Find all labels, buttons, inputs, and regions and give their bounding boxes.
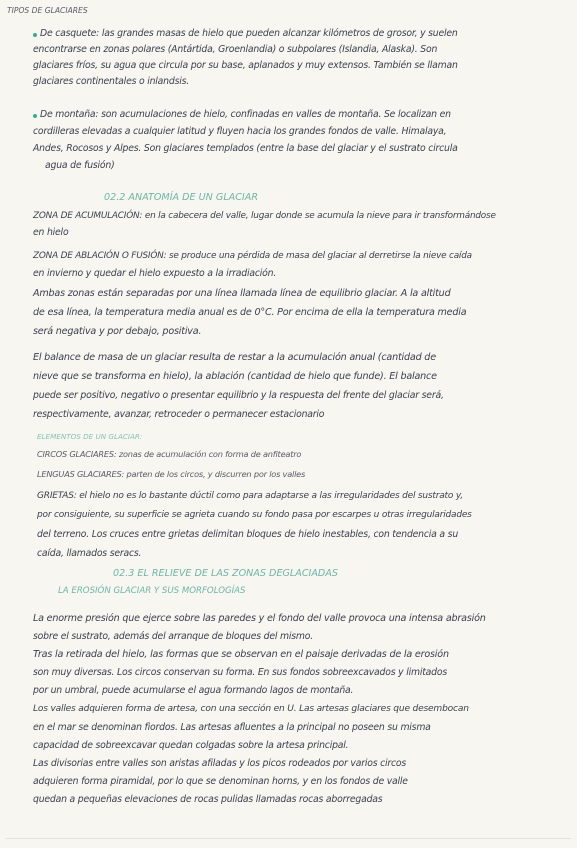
text-line: ZONA DE ABLACIÓN O FUSIÓN: se produce una pérdida de masa del glaciar al derretirse la nieve caída — [33, 251, 472, 261]
section-heading-anatomy: 02.2 ANATOMÍA DE UN GLACIAR — [104, 192, 258, 203]
text-line: en hielo — [33, 227, 69, 238]
text-line: por un umbral, puede acumularse el agua formando lagos de montaña. — [33, 685, 354, 696]
text-line: será negativa y por debajo, positiva. — [33, 326, 202, 337]
text-line: respectivamente, avanzar, retroceder o permanecer estacionario — [33, 409, 325, 420]
bullet-dot — [33, 114, 37, 118]
lenguas-line: LENGUAS GLACIARES: parten de los circos, y discurren por los valles — [37, 469, 306, 479]
text-line: Los valles adquieren forma de artesa, con una sección en U. Las artesas glaciares que desembocan — [33, 704, 469, 714]
text-line: Tras la retirada del hielo, las formas que se observan en el paisaje derivadas de la erosión — [33, 649, 449, 660]
bullet-dot — [33, 33, 37, 37]
text-line: adquieren forma piramidal, por lo que se denominan horns, y en los fondos de valle — [33, 776, 408, 787]
text-line: cordilleras elevadas a cualquier latitud y fluyen hacia los grandes fondos de valle. Himalaya, — [33, 126, 447, 137]
page-bottom-edge — [6, 838, 571, 839]
text-line: Ambas zonas están separadas por una línea llamada línea de equilibrio glaciar. A la altitud — [33, 288, 451, 299]
page-title: TIPOS DE GLACIARES — [7, 6, 88, 15]
text-line: De casquete: las grandes masas de hielo que pueden alcanzar kilómetros de grosor, y suelen — [40, 28, 458, 39]
text-line: ZONA DE ACUMULACIÓN: en la cabecera del valle, lugar donde se acumula la nieve para ir transformándose — [33, 211, 496, 221]
text-line: son muy diversas. Los circos conservan su forma. En sus fondos sobreexcavados y limitados — [33, 667, 447, 678]
text-line: Andes, Rocosos y Alpes. Son glaciares templados (entre la base del glaciar y el sustrato circula — [33, 143, 458, 154]
text-line: glaciares continentales o inlandsis. — [33, 76, 189, 87]
text-line: del terreno. Los cruces entre grietas delimitan bloques de hielo inestables, con tendencia a su — [37, 529, 459, 540]
section-heading-relieve: 02.3 EL RELIEVE DE LAS ZONAS DEGLACIADAS — [113, 568, 338, 579]
text-line: puede ser positivo, negativo o presentar equilibrio y la respuesta del frente del glaciar será, — [33, 390, 444, 401]
text-line: de esa línea, la temperatura media anual es de 0°C. Por encima de ella la temperatura media — [33, 307, 467, 318]
text-line: agua de fusión) — [45, 160, 115, 171]
text-line: El balance de masa de un glaciar resulta de restar a la acumulación anual (cantidad de — [33, 352, 436, 363]
text-line: De montaña: son acumulaciones de hielo, confinadas en valles de montaña. Se localizan en — [40, 109, 451, 120]
elementos-heading: ELEMENTOS DE UN GLACIAR: — [37, 432, 143, 441]
text-line: por consiguiente, su superficie se agrieta cuando su fondo pasa por escarpes u otras irregularidades — [37, 510, 472, 520]
subheading-erosion: LA EROSIÓN GLACIAR Y SUS MORFOLOGÍAS — [58, 586, 246, 596]
text-line: en invierno y quedar el hielo expuesto a la irradiación. — [33, 268, 277, 279]
text-line: sobre el sustrato, además del arranque de bloques del mismo. — [33, 631, 314, 642]
text-line: quedan a pequeñas elevaciones de rocas pulidas llamadas rocas aborregadas — [33, 794, 383, 805]
text-line: Las divisorias entre valles son aristas afiladas y los picos rodeados por varios circos — [33, 758, 407, 769]
text-line: capacidad de sobreexcavar quedan colgadas sobre la artesa principal. — [33, 740, 349, 751]
text-line: en el mar se denominan fiordos. Las artesas afluentes a la principal no poseen su misma — [33, 722, 431, 733]
text-line: encontrarse en zonas polares (Antártida, Groenlandia) o subpolares (Islandia, Alaska). Son — [33, 44, 438, 55]
text-line: caída, llamados seracs. — [37, 548, 142, 559]
text-line: GRIETAS: el hielo no es lo bastante dúctil como para adaptarse a las irregularidades del sustrato y, — [37, 491, 463, 501]
text-line: La enorme presión que ejerce sobre las paredes y el fondo del valle provoca una intensa abrasión — [33, 613, 486, 624]
circos-line: CIRCOS GLACIARES: zonas de acumulación con forma de anfiteatro — [37, 449, 302, 459]
text-line: glaciares fríos, su agua que circula por su base, aplanados y muy extensos. También se llaman — [33, 60, 458, 71]
text-line: nieve que se transforma en hielo), la ablación (cantidad de hielo que funde). El balance — [33, 371, 437, 382]
